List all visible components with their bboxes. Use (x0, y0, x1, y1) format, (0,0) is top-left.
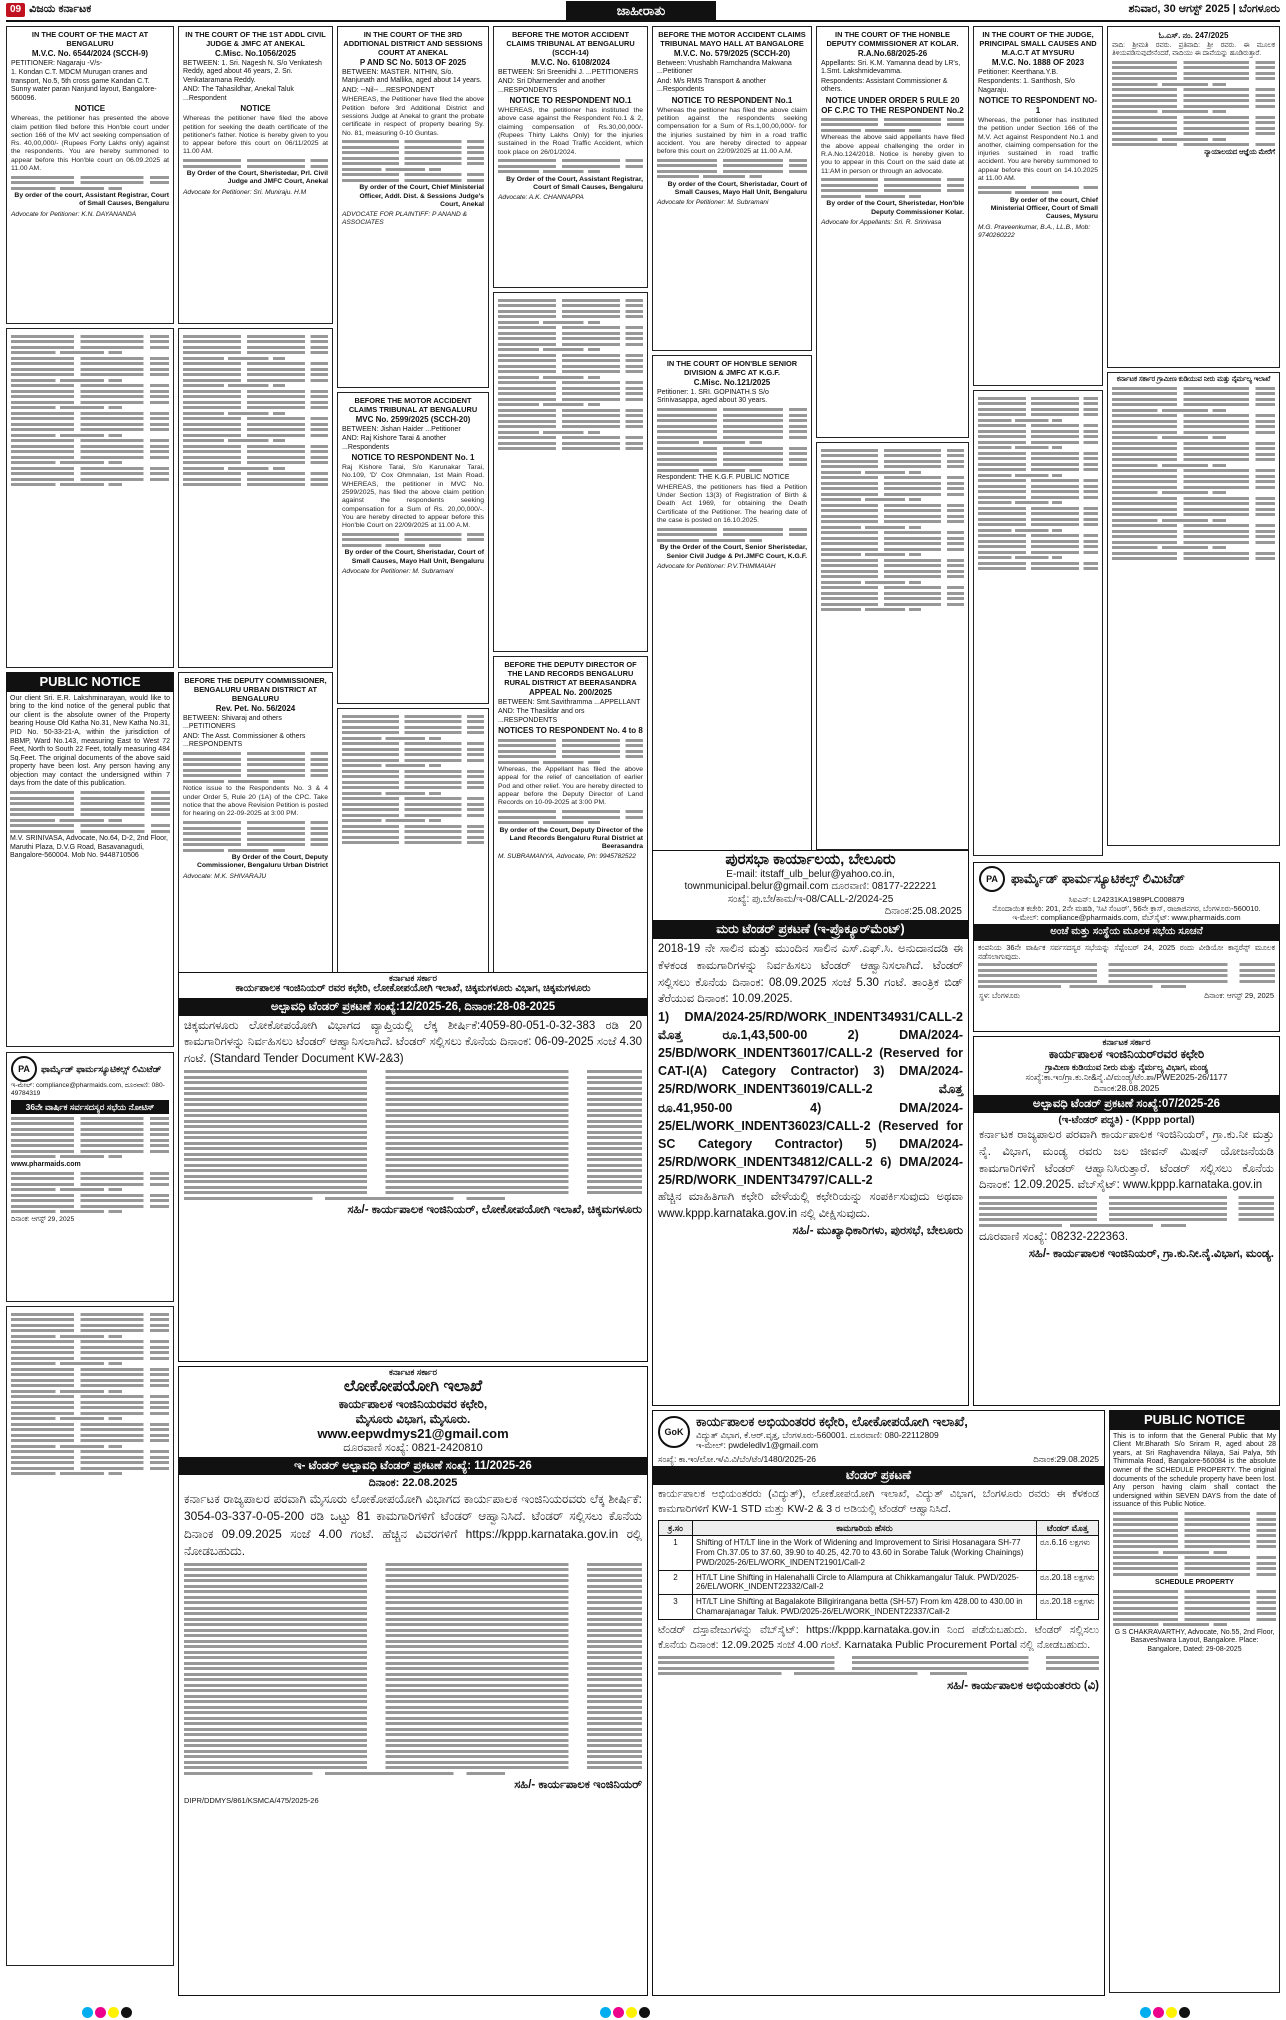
advocate: Advocate for Petitioner: K.N. DAYANANDA (11, 210, 137, 218)
office-email[interactable]: ಇ-ಮೇಲ್: pwdeledlv1@gmail.com (696, 1440, 819, 1451)
advocate: Advocate: A.K. CHANNAPPA (498, 194, 584, 202)
respondent: And: M/s RMS Transport & another ...Respondents (657, 77, 766, 94)
court-name: BEFORE THE DEPUTY DIRECTOR OF THE LAND RECORDS BENGALURU RURAL DISTRICT AT BEERASANDRA (504, 660, 637, 688)
case-number: C.Misc. No.121/2025 (693, 378, 771, 388)
court-notice (178, 26, 333, 324)
notice-sign: By order of the Court, Sheristadar, Court of Small Causes, Mayo Hall Unit, Bengaluru (344, 549, 484, 565)
petitioner: BETWEEN: Jishan Haider ...Petitioner (342, 425, 461, 433)
print-color-marks-left (82, 2007, 132, 2018)
notice-body: Whereas, the petitioner has instituted the petition under Section 166 of the M.V. Act against Respondent No.1 and another, claiming compensation for the injuries sustained in road traffic accident. You are hereby summoned to appear before this court on 14.10.2025 at 11.00 AM. (978, 116, 1098, 182)
advocate: Advocate for Petitioner: M. Subramani (342, 567, 454, 575)
office-sub-2: ಮೈಸೂರು ವಿಭಾಗ, ಮೈಸೂರು. (355, 1411, 471, 1426)
tender-table (658, 1520, 1099, 1620)
court-name: BEFORE THE MOTOR ACCIDENT CLAIMS TRIBUNAL AT BENGALURU (348, 396, 478, 415)
rural-water-tender-ad (973, 1036, 1280, 1406)
public-notice-text: This is to inform that the General Public that My Client Mr.Bharath S/o Sriram R, aged about 28 years, at Sri Raghavendra Nilaya, Sai Palya, 5th Thimmala Road, Bangalore-560084 is the absolute owner of the SCHEDULE PROPERTY. The original documents of the schedule property have been lost. Any person having claim shall contact the undersigned within SEVEN DAYS from the date of issuance of this Public Notice. (1113, 1432, 1276, 1509)
tender-intro: ಕಾರ್ಯಪಾಲಕ ಅಭಿಯಂತರರು (ವಿದ್ಯುತ್), ಲೋಕೋಪಯೋಗಿ ಇಲಾಖೆ, ವಿದ್ಯುತ್ ವಿಭಾಗ, ಬೆಂಗಳೂರು ರವರು ಈ ಕೆಳಕಂಡ ಕಾಮಗಾರಿಗಳಿಗೆ KW-1 STD ಮತ್ತು KW-2 & 3 ರ ಅಡಿಯಲ್ಲಿ ಟೆಂಡರ್ ಆಹ್ವಾನಿಸಿದೆ. (658, 1487, 1099, 1515)
kannada-notice (1107, 372, 1280, 846)
notice-sign: By order of the court, Assistant Registrar, Court of Small Causes, Bengaluru (14, 192, 169, 208)
office-title: ಕಾರ್ಯಪಾಲಕ ಇಂಜಿನಿಯರ್ ರವರ ಕಛೇರಿ, ಲೋಕೋಪಯೋಗಿ ಇಲಾಖೆ, ಚಿಕ್ಕಮಗಳೂರು ವಿಭಾಗ, ಚಿಕ್ಕಮಗಳೂರು (235, 983, 591, 995)
petitioner: Petitioner: Keerthana.Y.B. (978, 68, 1059, 76)
pharma-agm-notice (6, 1052, 174, 1302)
notice-title: ಅಂಚೆ ಮತ್ತು ಸಂಸ್ಥೆಯ ಮೂಲಕ ಸಭೆಯ ಸೂಚನೆ (974, 924, 1279, 940)
row-amount: ರೂ.20.18 ಲಕ್ಷಗಳು (1037, 1595, 1099, 1620)
case-number: R.A.No.68/2025-26 (857, 49, 928, 59)
court-name: IN THE COURT OF THE MACT AT BENGALURU (31, 30, 149, 49)
row-work: HT/LT Line Shifting in Halenahalli Circle to Allampura at Chikkamangalur Taluk. PWD/2025-26/EL/WORK_INDENT22332/Call-2 (693, 1570, 1037, 1595)
table-row (659, 1570, 1099, 1595)
notice-sign: By Order of the Court, Deputy Commissioner, Bengaluru Urban District (196, 854, 328, 870)
row-work: Shifting of HT/LT line in the Work of Widening and Improvement to Sirisi Hosanagara SH-77 From Ch.37.05 to 37.60, 39.90 to 40.25, 42.70 to 43.60 in Sorabe Taluk (Working Chainings) PWD/2025-26/EL/WORK_INDENT21901/Call-2 (693, 1536, 1037, 1570)
probate-notice (337, 26, 489, 388)
respondent: AND: --Nil-- ...RESPONDENT (342, 86, 435, 94)
office-phone: ದೂರವಾಣಿ ಸಂಖ್ಯೆ: 0821-2420810 (343, 1441, 483, 1454)
col-no-header: ಕ್ರ.ಸಂ (659, 1521, 693, 1536)
public-notice-2 (1109, 1410, 1280, 1996)
page-number: 09 (6, 3, 25, 17)
office-title: ಲೋಕೋಪಯೋಗಿ ಇಲಾಖೆ (343, 1378, 483, 1396)
case-number: C.Misc. No.1056/2025 (215, 49, 296, 59)
office-email[interactable]: www.eepwdmys21@gmail.com (317, 1426, 509, 1442)
pharmaids-logo: PA (11, 1056, 37, 1082)
row-no: 1 (659, 1536, 693, 1570)
mysuru-mact-notice (973, 26, 1103, 386)
respondent: AND: The Asst. Commissioner & others ...RESPONDENTS (183, 732, 306, 749)
public-notice-title: PUBLIC NOTICE (6, 672, 174, 692)
notice-body: Whereas, the Appellant has filed the above appeal for the relief of cancellation of earlier Pod and other relief. You are hereby directed to appear before the Deputy Director of Land Records on 10-09-2025 at 3:00 PM. (498, 766, 643, 807)
notice-body: Raj Kishore Tarai, S/o Karunakar Tarai, No.109, 'D' Cox Ohmnalan, 1st Main Road. WHEREAS, the petitioner in MVC No. 2599/2025, has filed the above claim petition against the respondents seeking compensation for a Sum of Rs. 20,00,000/-. You are hereby directed to appear before this Hon'ble Court on 22/09/2025 at 11.00 A.M. (342, 464, 484, 530)
kannada-notice (973, 390, 1103, 856)
tender-sign: ಸಹಿ/- ಮುಖ್ಯಾಧಿಕಾರಿಗಳು, ಪುರಸಭೆ, ಬೇಲೂರು (792, 1224, 963, 1237)
advocate: Advocate for Petitioner: M. Subramani (657, 199, 769, 207)
petitioner: Petitioner: 1. SRI. GOPINATH.S S/o Srinivasappa, aged about 30 years. (657, 388, 769, 405)
company-name: ಫಾರ್ಮೈಡ್ ಫಾರ್ಮಸ್ಯೂಟಿಕಲ್ಸ್ ಲಿಮಿಟೆಡ್ (41, 1063, 162, 1074)
company-email: ಇ-ಮೇಲ್: compliance@pharmaids.com, ದೂರವಾಣಿ: 080-49784319 (11, 1082, 165, 1098)
advocate: M. SUBRAMANYA, Advocate, Ph: 9945782522 (498, 853, 636, 861)
notice-body: WHEREAS, the petitioners has filed a Petition Under Section 13(3) of Registration of Birth & Death Act 1969, for obtaining the Death Certificate of the Petitioner. The hearing date of the case is posted on 16.10.2025. (657, 483, 807, 525)
notice-body: WHEREAS, the petitioner has instituted the above case against the Respondent No.1 & 2, claiming compensation of Rs.30,00,000/- (Rupees Thirty Lakhs Only) for the injuries sustained in the Road Traffic Accident, which took place on 26/01/2024. (498, 107, 643, 156)
notice-date: ದಿನಾಂಕ: ಆಗಸ್ಟ್ 29, 2025 (1204, 990, 1274, 1000)
petitioner: BETWEEN: Smt.Savithramma ...APPELLANT (498, 698, 641, 706)
mact-notice-2 (493, 26, 648, 288)
gov-label: ಕರ್ನಾಟಕ ಸರ್ಕಾರ (1102, 1037, 1151, 1047)
office-sub: ವಿದ್ಯುತ್ ವಿಭಾಗ, ಕೆ.ಆರ್.ವೃತ್ತ, ಬೆಂಗಳೂರು-560001. ದೂರವಾಣಿ: 080-22112809 (696, 1429, 939, 1440)
notice-label: NOTICE TO RESPONDENT No.1 (671, 95, 793, 105)
public-notice-body-box (1109, 1430, 1280, 1993)
notice-label: NOTICE TO RESPONDENT NO.1 (509, 96, 632, 106)
notice-sign: By order of the Court, Sheristedar, Hon'ble Deputy Commissioner Kolar. (826, 200, 964, 216)
respondent: Respondents: Assistant Commissioner & others. (821, 77, 948, 94)
column-6 (816, 26, 969, 854)
respondent: AND: Sri Dharmender and another ...RESPONDENTS (498, 78, 606, 94)
masthead (6, 0, 1280, 22)
tender-date: ದಿನಾಂಕ: 22.08.2025 (368, 1477, 458, 1490)
mact-notice-3 (652, 26, 812, 351)
tender-sub: (ಇ-ಟೆಂಡರ್ ಪದ್ಧತಿ) - (Kppp portal) (1058, 1115, 1195, 1127)
company-email[interactable]: ಇ-ಮೇಲ್: compliance@pharmaids.com, ವೆಬ್‌ಸೈಟ್: www.pharmaids.com (1012, 913, 1241, 923)
notice-body: Notice issue to the Respondents No. 3 & 4 under Order 5, Rule 20 (1A) of the CPC. Take notice that the above Revision Petition is posted for hearing on 22-09-2025 at 3:00 PM. (183, 785, 328, 818)
tender-footer: ಹೆಚ್ಚಿನ ಮಾಹಿತಿಗಾಗಿ ಕಛೇರಿ ವೇಳೆಯಲ್ಲಿ ಕಛೇರಿಯನ್ನು ಸಂಪರ್ಕಿಸುವುದು ಅಥವಾ www.kppp.karnataka.gov.in ನಲ್ಲಿ ವೀಕ್ಷಿಸುವುದು. (658, 1191, 963, 1220)
office-title: ಕಾರ್ಯಪಾಲಕ ಅಭಿಯಂತರರ ಕಛೇರಿ, ಲೋಕೋಪಯೋಗಿ ಇಲಾಖೆ, (696, 1414, 968, 1429)
tender-title: ಮರು ಟೆಂಡರ್ ಪ್ರಕಟಣೆ (ಇ-ಪ್ರೊಕ್ಯೂರ್‌ಮೆಂಟ್) (653, 920, 968, 939)
kannada-notice (816, 442, 969, 850)
agm-title: 36ನೇ ವಾರ್ಷಿಕ ಸರ್ವಸದಸ್ಯರ ಸಭೆಯ ನೋಟಿಸ್ (11, 1100, 169, 1114)
respondent: Respondent: THE K.G.F. PUBLIC NOTICE (657, 474, 790, 482)
petitioner: BETWEEN: MASTER. NITHIN, S/o. Manjunath and Mallika, aged about 14 years. (342, 68, 482, 85)
dc-kolar-notice (816, 26, 969, 438)
row-no: 2 (659, 1570, 693, 1595)
table-row (659, 1536, 1099, 1570)
court-name: IN THE COURT OF THE 1ST ADDL CIVIL JUDGE & JMFC AT ANEKAL (185, 30, 326, 49)
notice-label: NOTICE TO RESPONDENT No. 1 (351, 453, 475, 463)
notice-sign: By Order of the Court, Assistant Registrar, Court of Small Causes, Bengaluru (506, 175, 643, 192)
notice-body: ಕಂಪನಿಯ 36ನೇ ವಾರ್ಷಿಕ ಸರ್ವಸದಸ್ಯರ ಸಭೆಯನ್ನು ಸೆಪ್ಟೆಂಬರ್ 24, 2025 ರಂದು ವೀಡಿಯೋ ಕಾನ್ಫರೆನ್ಸ್ ಮೂಲಕ ನಡೆಸಲಾಗುವುದು. (978, 942, 1275, 961)
respondent: Respondents: 1. Santhosh, S/o Nagaraju. (978, 78, 1075, 94)
public-notice-text: Our client Sri. E.R. Lakshminarayan, would like to bring to the kind notice of the general public that our client is the absolute owner of the Property bearing House Old Katha No.31, New Katha No.31, PID No. 50-33-21-A, within the jurisdiction of BBMP, Ward No.143, measuring East to West 72 Feet, North to South 22 Feet, totally measuring 484 Sq.Feet. The original documents of the above said property have been lost. Any person having any objection may contact the undersigned within 7 days from the date of this publication. (10, 694, 170, 788)
ref-number: ಸಂಖ್ಯೆ: ಕಾ.ಇಂ/ಲೋ.ಇ/ವಿ.ವಿ/ಬೆಂ/ಟೆಂ/1480/2025-26 (658, 1453, 816, 1464)
pwd-electrical-tender-ad (652, 1410, 1105, 1996)
case-number: P AND SC No. 5013 OF 2025 (359, 58, 467, 68)
case-number: Rev. Pet. No. 56/2024 (215, 704, 296, 714)
table-row (659, 1595, 1099, 1620)
notice-body: Whereas the above said appellants have filed the above appeal challenging the order in R.A.No.124/2018. Notice is hereby given to you to appear in this Court on the said date at 11:AM in person or through an advocate. (821, 134, 964, 175)
notice-label: NOTICE (240, 104, 271, 114)
notice-body: ಕರ್ನಾಟಕ ಸರ್ಕಾರ ಗ್ರಾಮೀಣ ಕುಡಿಯುವ ನೀರು ಮತ್ತು ನೈರ್ಮಲ್ಯ ಇಲಾಖೆ (1116, 376, 1271, 383)
petitioner: Between: Vrushabh Ramchandra Makwana ...Petitioner (657, 59, 792, 76)
notice-label: NOTICE UNDER ORDER 5 RULE 20 OF C.P.C TO THE RESPONDENT No.2 (821, 95, 964, 115)
advocate: Advocate for Petitioner: P.V.THIMMAIAH (657, 562, 776, 570)
tender-title: ಇ- ಟೆಂಡರ್ ಅಲ್ಪಾವಧಿ ಟೆಂಡರ್ ಪ್ರಕಟಣೆ ಸಂಖ್ಯೆ: 11/2025-26 (179, 1457, 647, 1475)
column-4 (493, 26, 648, 1030)
office-sub: ಕಾರ್ಯಪಾಲಕ ಇಂಜಿನಿಯರವರ ಕಛೇರಿ, (338, 1396, 488, 1411)
case-number: APPEAL No. 200/2025 (528, 688, 612, 698)
tender-body: ಕರ್ನಾಟಕ ರಾಜ್ಯಪಾಲರ ಪರವಾಗಿ ಮೈಸೂರು ಲೋಕೋಪಯೋಗಿ ವಿಭಾಗದ ಕಾರ್ಯಪಾಲಕ ಇಂಜಿನಿಯರವರು ಲೆಕ್ಕ ಶೀರ್ಷಿಕೆ: 3054-03-337-0-05-200 ರಡಿ ಒಟ್ಟು 81 ಕಾಮಗಾರಿಗಳಿಗೆ ಟೆಂಡರ್ ಆಹ್ವಾನಿಸಿದೆ. ಟೆಂಡರ್ ಸಲ್ಲಿಸಲು ಕೊನೆಯ ದಿನಾಂಕ 09.09.2025 ಸಂಜೆ 4.00 ಗಂಟೆ. ಹೆಚ್ಚಿನ ವಿವರಗಳಿಗೆ https://kppp.karnataka.gov.in ರಲ್ಲಿ ನೋಡಬಹುದು. (184, 1491, 642, 1558)
masthead-left (6, 3, 91, 17)
print-color-marks-right (1140, 2007, 1190, 2018)
ref-date: ದಿನಾಂಕ:28.08.2025 (1093, 1082, 1160, 1093)
notice-body: Whereas, the petitioner has presented the above claim petition filed before this Hon'ble court under section 166 of the MV act seeking compensation of Rs. 40,00,000/- (Rupees Forty Lakhs only) against the respondents. You are hereby summoned to appear before this Hon'ble court on 06.09.2025 at 11.00 AM. (11, 115, 169, 172)
notice-label: NOTICE TO RESPONDENT NO-1 (978, 96, 1098, 116)
column-3 (337, 26, 489, 1028)
public-notice-title: PUBLIC NOTICE (1109, 1410, 1280, 1430)
dipr-code: DIPR/DDMYS/861/KSMCA/475/2025-26 (184, 1796, 319, 1806)
row-no: 3 (659, 1595, 693, 1620)
respondent: 1. Kondan C.T. MDCM Murugan cranes and transport, No.5, 5th cross game Kandan C.T. Sunny water paran Nanjund layout, Bangalore-560096. (11, 69, 157, 102)
os-notice (1107, 26, 1280, 368)
notice-body: Whereas the petitioner has filed the above claim petition against the respondents seeking compensation for a Sum of Rs.1,00,00,000/- for the injuries sustained by him in a road traffic accident. You are hereby directed to appear before this court on 22/09/2025 at 11.00 A.M. (657, 106, 807, 156)
court-notice (6, 26, 174, 324)
ref-date: ದಿನಾಂಕ:25.08.2025 (884, 905, 962, 917)
tender-sign: ಸಹಿ/- ಕಾರ್ಯಪಾಲಕ ಅಭಿಯಂತರರು (ವಿ) (947, 1679, 1099, 1692)
tender-title: ಟೆಂಡರ್ ಪ್ರಕಟಣೆ (653, 1466, 1104, 1485)
tender-title: ಅಲ್ಪಾವಧಿ ಟೆಂಡರ್ ಪ್ರಕಟಣೆ ಸಂಖ್ಯೆ:07/2025-26 (974, 1095, 1279, 1113)
belur-tender-ad (652, 850, 969, 1406)
ref-date: ದಿನಾಂಕ:29.08.2025 (1033, 1453, 1099, 1464)
kannada-notice (493, 292, 648, 652)
case-number: ಓ.ಎಸ್. ನಂ. 247/2025 (1158, 31, 1229, 40)
court-name: IN THE COURT OF THE 3RD ADDITIONAL DISTRICT AND SESSIONS COURT AT ANEKAL (343, 30, 483, 58)
court-name: IN THE COURT OF THE JUDGE, PRINCIPAL SMALL CAUSES AND M.A.C.T AT MYSURU (979, 30, 1097, 58)
notice-sign: By order of the court, Chief Ministerial Officer, Court of Small Causes, Mysuru (990, 196, 1098, 221)
print-color-marks-center (600, 2007, 650, 2018)
advocate: Advocate: M.K. SHIVARAJU (183, 872, 267, 880)
karnataka-emblem: GoK (658, 1416, 690, 1448)
notice-sign: By order of the Court, Chief Ministerial Officer, Addl. Dist. & Sessions Judge's Court, Anekal (359, 184, 484, 208)
case-number: MVC No. 2599/2025 (SCCH-20) (355, 415, 471, 425)
row-amount: ರೂ.20.18 ಲಕ್ಷಗಳು (1037, 1570, 1099, 1595)
petitioner: BETWEEN: 1. Sri. Nagesh N. S/o Venkatesh Reddy, aged about 46 years, 2. Sri. Venkataramana Reddy. (183, 59, 322, 84)
notice-body: Whereas the petitioner have filed the above petition for seeking the death certificate of the petitioner's father. Notice is hereby given to you to appear before this court on 06/11/2025 at 11.00 AM. (183, 115, 328, 156)
case-number: M.V.C. No. 6108/2024 (531, 58, 610, 68)
case-number: M.V.C. No. 6544/2024 (SCCH-9) (31, 49, 149, 59)
petitioner: Appellants: Sri. K.M. Yamanna dead by LR's, 1.Smt. Lakshmidevamma. (821, 59, 961, 76)
office-sub: ಗ್ರಾಮೀಣ ಕುಡಿಯುವ ನೀರು ಮತ್ತು ನೈರ್ಮಲ್ಯ ವಿಭಾಗ, ಮಂಡ್ಯ (1044, 1061, 1209, 1072)
notice-sign: By Order of the Court, Sheristedar, Prl. Civil Judge and JMFC Court, Anekal (186, 170, 328, 186)
tender-body: ಕರ್ನಾಟಕ ರಾಜ್ಯಪಾಲರ ಪರವಾಗಿ ಕಾರ್ಯಪಾಲಕ ಇಂಜಿನಿಯರ್, ಗ್ರಾ.ಕು.ನೀ ಮತ್ತು ನೈ. ವಿಭಾಗ, ಮಂಡ್ಯ ರವರು ಜಲ ಜೀವನ್ ಮಿಷನ್ ಯೋಜನೆಯಡಿ ಕಾಮಗಾರಿಗಳಿಗೆ ಟೆಂಡರ್ ಆಹ್ವಾನಿಸಿರುತ್ತಾರೆ. ಟೆಂಡರ್ ಸಲ್ಲಿಸಲು ಕೊನೆಯ ದಿನಾಂಕ: 12.09.2025. ವೆಬ್‌ಸೈಟ್: www.kppp.karnataka.gov.in (979, 1129, 1274, 1192)
office-title: ಕಾರ್ಯಪಾಲಕ ಇಂಜಿನಿಯರ್‌ರವರ ಕಛೇರಿ (1048, 1047, 1205, 1062)
notice-sign: ನ್ಯಾಯಾಲಯದ ಆಜ್ಞೆಯ ಮೇರೆಗೆ (1204, 148, 1275, 156)
column-7 (973, 26, 1103, 860)
tender-body: ಚಿಕ್ಕಮಗಳೂರು ಲೋಕೋಪಯೋಗಿ ವಿಭಾಗದ ವ್ಯಾಪ್ತಿಯಲ್ಲಿ ಲೆಕ್ಕ ಶೀರ್ಷಿಕೆ:4059-80-051-0-32-383 ರಡಿ 20 ಕಾಮಗಾರಿಗಳನ್ನು ನಿರ್ವಹಿಸಲು ಟೆಂಡರ್ ಆಹ್ವಾನಿಸಲಾಗಿದೆ. ಟೆಂಡರ್ ಸಲ್ಲಿಸಲು ಕೊನೆಯ ದಿನಾಂಕ: 06-09-2025 ಸಂಜೆ 4.30 ಗಂಟೆ. (Standard Tender Document KW-2&3) (184, 1019, 642, 1065)
notice-body: WHEREAS, the Petitioner have filed the above Petition before 3rd Additional District and sessions Judge at Anekal to grant the probate certificate in respect of property bearing Sy. No. 81, measuring 0-10 Guntas. (342, 96, 484, 137)
ref-number: ಸಂಖ್ಯೆ:ಕಾ.ಇಂ/ಗ್ರಾ.ಕು.ನೀ&ನೈ.ವಿ/ಮಂಡ್ಯ/ಟೆಂ.ಶಾ/PWE2025-26/1177 (1025, 1072, 1228, 1083)
notice-sign: By the Order of the Court, Senior Sheristedar, Senior Civil Judge & Prl.JMFC Court, K.G.F. (659, 544, 807, 560)
pharmaids-logo: PA (979, 866, 1005, 892)
public-notice-sign: G S CHAKRAVARTHY, Advocate, No.55, 2nd Floor, Basaveshwara Layout, Bangalore. Place: Bangalore, Dated: 29-08-2025 (1114, 1628, 1275, 1653)
case-number: M.V.C. No. 1888 OF 2023 (991, 58, 1085, 68)
gov-label: ಕರ್ನಾಟಕ ಸರ್ಕಾರ (389, 973, 437, 983)
company-website[interactable]: www.pharmaids.com (11, 1160, 81, 1168)
advocate: Advocate for Petitioner: Sri. Muniraju. H.M (183, 188, 307, 196)
kgf-court-notice (652, 355, 812, 851)
office-email-2[interactable]: townmunicipal.belur@gmail.com ದೂರವಾಣಿ: 08177-222221 (684, 881, 937, 893)
notice-sign: By order of the Court, Sheristadar, Court of Small Causes, Mayo Hall Unit, Bengaluru (667, 180, 807, 197)
paper-name: ವಿಜಯ ಕರ್ನಾಟಕ (29, 3, 92, 16)
public-notice-sign: M.V. SRINIVASA, Advocate, No.64, D-2, 2nd Floor, Maruthi Plaza, D.V.G Road, Basavanagudi, Bangalore-560004. Mob No. 9448710506 (10, 835, 168, 860)
respondent: AND: Raj Kishore Tarai & another ...Respondents (342, 435, 447, 451)
col-work-header: ಕಾಮಗಾರಿಯ ಹೆಸರು (693, 1521, 1037, 1536)
petitioner: PETITIONER: Nagaraju -V/s- (11, 59, 103, 67)
company-name: ಫಾರ್ಮೈಡ್ ಫಾರ್ಮಸ್ಯೂಟಿಕಲ್ಸ್ ಲಿಮಿಟೆಡ್ (1011, 871, 1185, 887)
notice-body: ವಾದಿ: ಶ್ರೀಮತಿ ರವರು. ಪ್ರತಿವಾದಿ: ಶ್ರೀ ರವರು. ಈ ಮೂಲಕ ತಿಳಿಯಪಡಿಸುವುದೇನೆಂದರೆ, ವಾದಿಯು ಈ ದಾವೆಯನ್ನು ಹೂಡಿರುತ್ತಾರೆ. (1112, 41, 1275, 58)
row-work: HT/LT Line Shifting at Bagalakote Biligirirangana betta (SH-57) From km 428.00 to 430.00 in Chamarajanagar Taluk. PWD/2025-26/EL/WORK_INDENT22337/Call-2 (693, 1595, 1037, 1620)
court-name: IN THE COURT OF THE HONBLE DEPUTY COMMISSIONER AT KOLAR. (826, 30, 959, 49)
respondent: AND: The Tahasildhar, Anekal Taluk ...Respondent (183, 86, 294, 102)
notice-place: ಸ್ಥಳ: ಬೆಂಗಳೂರು (979, 990, 1020, 1000)
petitioner: BETWEEN: Sri Sreenidhi J. ...PETITIONERS (498, 68, 639, 76)
column-8 (1107, 26, 1280, 850)
petitioner: BETWEEN: Shivaraj and others ...PETITIONERS (183, 714, 282, 731)
office-phone: ದೂರವಾಣಿ ಸಂಖ್ಯೆ: 08232-222363. (979, 1231, 1129, 1244)
company-address: ನೊಂದಾಯಿತ ಕಚೇರಿ: 201, 2ನೇ ಮಹಡಿ, 'ಸಿಟಿ ಸೆಂಟರ್', 56ನೇ ಕ್ರಾಸ್, ರಾಜಾಜಿನಗರ, ಬೆಂಗಳೂರು-560010. (992, 904, 1261, 914)
date-city: ಶನಿವಾರ, 30 ಆಗಸ್ಟ್ 2025 | ಬೆಂಗಳೂರು (1128, 3, 1280, 16)
court-name: BEFORE THE MOTOR ACCIDENT CLAIMS TRIBUNAL MAYO HALL AT BANGALORE (658, 30, 806, 49)
office-email[interactable]: E-mail: itstaff_ulb_belur@yahoo.co.in, (726, 869, 895, 881)
advocate: ADVOCATE FOR PLAINTIFF: P ANAND & ASSOCIATES (342, 211, 468, 227)
kannada-notice-2 (6, 1306, 174, 1966)
column-2 (178, 26, 333, 1056)
gov-label: ಕರ್ನಾಟಕ ಸರ್ಕಾರ (389, 1367, 437, 1377)
ref-number: ಸಂಖ್ಯೆ: ಪು.ಬೇ/ಕಾಮ/ಇ-08/CALL-2/2024-25 (727, 893, 894, 905)
tender-title: ಅಲ್ಪಾವಧಿ ಟೆಂಡರ್ ಪ್ರಕಟಣೆ ಸಂಖ್ಯೆ:12/2025-26, ದಿನಾಂಕ:28-08-2025 (179, 998, 647, 1016)
advocate: M.G. Praveenkumar, B.A., LL.B., Mob: 9740260222 (978, 223, 1091, 239)
public-notice-body-box (6, 692, 174, 1047)
office-title: ಪುರಸಭಾ ಕಾರ್ಯಾಲಯ, ಬೇಲೂರು (725, 851, 896, 868)
public-notice-1 (6, 672, 174, 1052)
land-records-appeal-notice (493, 656, 648, 1026)
respondent: AND: The Thasildar and ors ...RESPONDENTS (498, 708, 585, 724)
column-5 (652, 26, 812, 855)
notice-label: NOTICES TO RESPONDENT No. 4 to 8 (498, 726, 643, 736)
pharmaids-ad (973, 862, 1280, 1032)
row-amount: ರೂ.6.16 ಲಕ್ಷಗಳು (1037, 1536, 1099, 1570)
section-title: ಜಾಹೀರಾತು (566, 1, 716, 21)
tender-sign: ಸಹಿ/- ಕಾರ್ಯಪಾಲಕ ಇಂಜಿನಿಯರ್, ಲೋಕೋಪಯೋಗಿ ಇಲಾಖೆ, ಚಿಕ್ಕಮಗಳೂರು (347, 1204, 642, 1217)
advocate: Advocate for Appellants: Sri. R. Srinivasa (821, 218, 942, 226)
mact-notice (337, 392, 489, 704)
pwd-mysuru-tender-ad (178, 1366, 648, 1996)
col-amount-header: ಟೆಂಡರ್ ಮೊತ್ತ (1037, 1521, 1099, 1536)
kannada-notice (6, 328, 174, 668)
schedule-heading: SCHEDULE PROPERTY (1155, 1578, 1234, 1586)
column-1 (6, 26, 174, 1970)
pwd-chikkamagaluru-tender-ad (178, 972, 648, 1362)
tender-body: 2018-19 ನೇ ಸಾಲಿನ ಮತ್ತು ಮುಂದಿನ ಸಾಲಿನ ಎಸ್.ಎಫ್.ಸಿ. ಅನುದಾನದಡಿ ಈ ಕೆಳಕಂಡ ಕಾಮಗಾರಿಗಳನ್ನು ನಿರ್ವಹಿಸಲು ಟೆಂಡರ್ ಆಹ್ವಾನಿಸಲಾಗಿದೆ. ಟೆಂಡರ್ ಸಲ್ಲಿಸಲು ಕೊನೆಯ ದಿನಾಂಕ: 08.09.2025 ಸಂಜೆ 5.30 ಗಂಟೆ. ತಾಂತ್ರಿಕ ಬಿಡ್ ತೆರೆಯುವ ದಿನಾಂಕ: 10.09.2025. (658, 943, 963, 1006)
court-name: BEFORE THE MOTOR ACCIDENT CLAIMS TRIBUNAL AT BENGALURU (SCCH-14) (506, 30, 635, 58)
tender-sign: ಸಹಿ/- ಕಾರ್ಯಪಾಲಕ ಇಂಜಿನಿಯರ್ (514, 1779, 642, 1792)
court-name: BEFORE THE DEPUTY COMMISSIONER, BENGALURU URBAN DISTRICT AT BENGALURU (184, 676, 327, 704)
court-name: IN THE COURT OF HON'BLE SENIOR DIVISION & JMFC AT K.G.F. (666, 359, 798, 378)
kannada-notice (178, 328, 333, 668)
tender-sign: ಸಹಿ/- ಕಾರ್ಯಪಾಲಕ ಇಂಜಿನಿಯರ್, ಗ್ರಾ.ಕು.ನೀ.ನೈ.ವಿಭಾಗ, ಮಂಡ್ಯ. (1028, 1248, 1274, 1261)
tender-footer: ಟೆಂಡರ್ ದಸ್ತಾವೇಜುಗಳನ್ನು ವೆಬ್‌ಸೈಟ್: https://kppp.karnataka.gov.in ನಿಂದ ಪಡೆಯಬಹುದು. ಟೆಂಡರ್ ಸಲ್ಲಿಸಲು ಕೊನೆಯ ದಿನಾಂಕ: 12.09.2025 ಸಂಜೆ 4.00 ಗಂಟೆ. Karnataka Public Procurement Portal ನಲ್ಲಿ ನೋಡಬಹುದು. (658, 1623, 1099, 1651)
notice-sign: By order of the Court, Deputy Director of the Land Records Bengaluru Rural District at Beerasandra (499, 826, 643, 851)
company-cin: ಸಿಐಎನ್: L24231KA1989PLC008879 (1068, 895, 1185, 904)
case-number: M.V.C. No. 579/2025 (SCCH-20) (673, 49, 791, 59)
tender-works: 1) DMA/2024-25/RD/WORK_INDENT34931/CALL-2 ಮೊತ್ತ ರೂ.1,43,500-00 2) DMA/2024-25/BD/WORK_INDENT36017/CALL-2 (Reserved for CAT-I(A) Category Contractor) 3) DMA/2024-25/RD/WORK_INDENT36019/CALL-2 ಮೊತ್ತ ರೂ.41,950-00 4) DMA/2024-25/EL/WORK_INDENT36023/CALL-2 (Reserved for SC Category Contractor) 5) DMA/2024-25/RD/WORK_INDENT34812/CALL-2 6) DMA/2024-25/RD/WORK_INDENT34797/CALL-2 (658, 1009, 963, 1188)
notice-label: NOTICE (74, 104, 106, 114)
agm-date: ದಿನಾಂಕ: ಆಗಸ್ಟ್ 29, 2025 (11, 1215, 75, 1223)
